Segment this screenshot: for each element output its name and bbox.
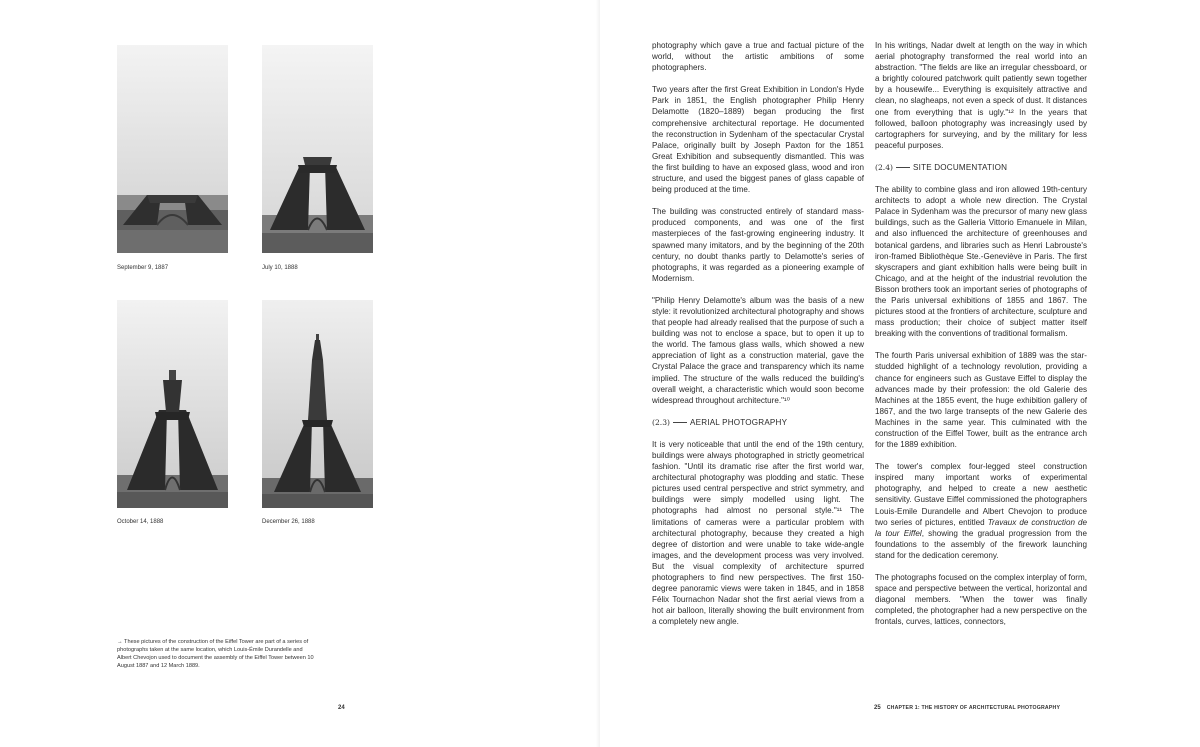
section-number: (2.3)	[652, 417, 671, 427]
paragraph: The photographs focused on the complex interplay of form, space and perspective between the vertical, horizontal and diagonal members. "When the tower was finally completed, the photographer had a new perspective on the frontals, curves, lattices, connectors,	[875, 573, 1087, 627]
paragraph: Two years after the first Great Exhibition in London's Hyde Park in 1851, the English photographer Philip Henry Delamotte (1820–1889) began producing the first comprehensive architectural reportage. He documented the reconstruction in Sydenham of the spectacular Crystal Palace, originally built by Joseph Paxton for the 1851 Great Exhibition and subsequently dismantled. This was the first building to have an exposed glass, wood and iron structure, and used the biggest panes of glass capable of being produced at the time.	[652, 85, 864, 195]
eiffel-construction-image	[117, 45, 228, 253]
eiffel-construction-image	[262, 300, 373, 508]
section-title: SITE DOCUMENTATION	[913, 162, 1008, 172]
paragraph: The ability to combine glass and iron allowed 19th-century architects to adopt a whole new direction. The Crystal Palace in Sydenham was the precursor of many new glass buildings, such as the Galleria Vittorio Emanuele in Milan, and also influenced the architecture of greenhouses and botanical gardens, and libraries such as Henri Labrouste's iron-framed Bibliothèque Ste.-Geneviève in Paris. The first skyscrapers and giant exhibition halls were being built in Chicago, and at the height of the industrial revolution the Bisson brothers took an important series of photographs of the Paris universal exhibitions of 1855 and 1867. The pictures stood at the frontiers of architecture, sculpture and mass production; their choice of subject matter itself breaking with the conventions of traditional formalism.	[875, 185, 1087, 339]
paragraph: The building was constructed entirely of standard mass-produced components, and was one of the first masterpieces of the fast-growing engineering industry. It spawned many imitators, and by the beginning of the 20th century, no doubt thanks partly to Delamotte's series of photographs, it was regarded as a pioneering example of Modernism.	[652, 207, 864, 283]
paragraph: It is very noticeable that until the end of the 19th century, buildings were always photographed in strictly geometrical fashion. "Until its dramatic rise after the first world war, architectural photography was plodding and static. These pictures used central perspective and strict symmetry, and buildings were simply modelled using light. The photographs had almost no personal style."¹¹ The limitations of cameras were a particular problem with architectural photography, because they created a high degree of distortion and were unable to take wide-angle images, and the development process was very involved. But the visual complexity of architecture spurred photographers to find new perspectives. The first 150-degree panoramic views were taken in 1845, and in 1858 Félix Tournachon Nadar shot the first aerial views from a hot air balloon, literally showing the built environment from a completely new angle.	[652, 439, 864, 627]
heading-rule	[673, 422, 687, 423]
figure-note-text: These pictures of the construction of the Eiffel Tower are part of a series of photographs taken at the same location, which Louis-Émile Durandelle and Albert Chevojon used to document the assembly of the Eiffel Tower between 10 August 1887 and 12 March 1889.	[117, 639, 314, 669]
text-column-2	[875, 40, 1087, 628]
photo-caption: December 26, 1888	[262, 519, 315, 525]
photo-caption: October 14, 1888	[117, 519, 164, 525]
right-page	[600, 0, 1200, 747]
photo-caption: July 10, 1888	[262, 265, 298, 271]
section-title: AERIAL PHOTOGRAPHY	[690, 417, 788, 427]
arrow-icon: →	[117, 639, 123, 645]
section-heading	[875, 162, 1087, 173]
photo-caption: September 9, 1887	[117, 265, 169, 271]
page-number-right: 25	[874, 705, 881, 711]
text-run: The tower's complex four-legged steel construction inspired many important works of experimental photography, and helped to create a new aesthetic sensitivity. Gustave Eiffel commissioned the photographers Louis-Emile Durandelle and Albert Chevojon to produce two series of pictures, entitled	[875, 462, 1087, 527]
paragraph	[875, 461, 1087, 561]
paragraph: In his writings, Nadar dwelt at length on the way in which aerial photography transformed the real world into an abstraction. "The fields are like an irregular chessboard, or a brightly coloured patchwork quilt patiently sewn together by a housewife... Everything is exquisitely attractive and clean, no slagheaps, not even a speck of dust. It distances one from everything that is ugly."¹² In the years that followed, balloon photography was increasingly used by cartographers for surveying, and by the military for less peaceful purposes.	[875, 41, 1087, 150]
section-number: (2.4)	[875, 162, 894, 172]
paragraph: photography which gave a true and factual picture of the world, without the artistic ambitions of some photographers.	[652, 41, 864, 73]
text-column-1	[652, 40, 864, 628]
paragraph: The fourth Paris universal exhibition of 1889 was the star-studded highlight of a technology revolution, providing a chance for engineers such as Gustave Eiffel to display the advances made by their profession: the old Galerie des Machines at the 1855 event, the huge exhibition gallery of 1867, and the two large transepts of the new Galerie des Machines in the same year. This culminated with the construction of the Eiffel Tower, built as the entrance arch for the 1889 exhibition.	[875, 351, 1087, 450]
eiffel-construction-image	[262, 45, 373, 253]
page-number-left: 24	[338, 705, 345, 711]
photo-eiffel-1887-09	[117, 45, 228, 253]
footer-right	[874, 705, 1060, 711]
section-heading	[652, 417, 864, 428]
running-head: CHAPTER 1: THE HISTORY OF ARCHITECTURAL PHOTOGRAPHY	[886, 705, 1061, 711]
italic-title: Travaux de construction de la tour Eiffel	[875, 517, 1087, 538]
eiffel-construction-image	[117, 300, 228, 508]
heading-rule	[896, 167, 910, 168]
figure-note	[117, 638, 317, 670]
photo-eiffel-1888-07	[262, 45, 373, 253]
photo-eiffel-1888-10	[117, 300, 228, 508]
photo-eiffel-1888-12	[262, 300, 373, 508]
paragraph: "Philip Henry Delamotte's album was the basis of a new style: it revolutionized architectural photography and shows that people had already realised that the purpose of such a building was not to enclose a space, but to open it up to the world. The famous glass walls, which showed a new appreciation of light as a construction material, gave the Crystal Palace the grace and transparency which its name implied. The structure of the walls reduced the building's overall weight, a characteristic which would soon become widespread throughout architecture."¹⁰	[652, 295, 864, 405]
text-run: , showing the gradual progression from the foundations to the assembly of the firework launching stand for the dedication ceremony.	[875, 528, 1087, 560]
